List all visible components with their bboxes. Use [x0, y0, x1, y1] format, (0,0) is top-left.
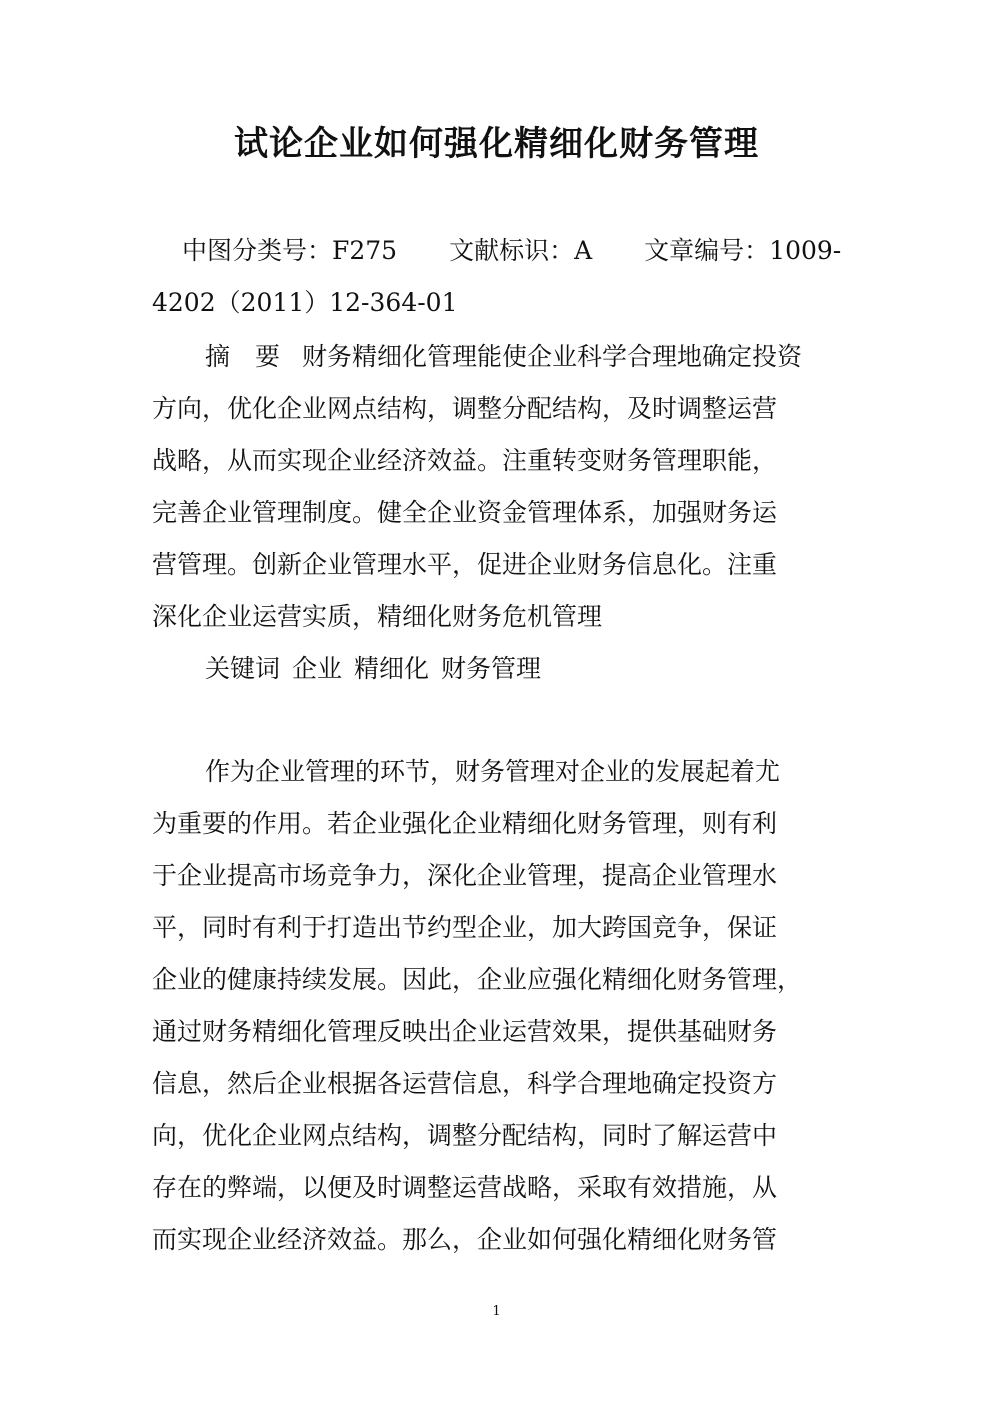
body-text-line: 向，优化企业网点结构，调整分配结构，同时了解运营中 [152, 1121, 778, 1150]
body-text-line: 为重要的作用。若企业强化企业精细化财务管理，则有利 [152, 809, 778, 838]
doc-code-label: 文献标识： [449, 236, 575, 265]
abstract-text: 营管理。创新企业管理水平，促进企业财务信息化。注重 [152, 550, 778, 579]
keywords-label: 关键词 [205, 654, 281, 683]
doc-code-value: A [574, 236, 593, 265]
article-meta-line [182, 231, 882, 271]
body-text-line: 信息，然后企业根据各运营信息，科学合理地确定投资方 [152, 1069, 778, 1098]
body-text-line: 通过财务精细化管理反映出企业运营效果，提供基础财务 [152, 1017, 778, 1046]
article-no-label: 文章编号： [644, 236, 770, 265]
keyword: 企业 [292, 654, 343, 683]
keyword: 精细化 [354, 654, 430, 683]
abstract-text: 完善企业管理制度。健全企业资金管理体系，加强财务运 [152, 498, 778, 527]
body-text-line: 存在的弊端，以便及时调整运营战略，采取有效措施，从 [152, 1173, 778, 1202]
body-text-line: 作为企业管理的环节，财务管理对企业的发展起着尤 [205, 757, 781, 786]
clc-value: F275 [332, 236, 398, 265]
keyword: 财务管理 [441, 654, 542, 683]
abstract-label: 摘 要 [205, 342, 281, 371]
article-no-value: 1009- [769, 236, 842, 265]
body-text-line: 而实现企业经济效益。那么，企业如何强化精细化财务管 [152, 1225, 778, 1254]
abstract-first-line [205, 337, 905, 377]
body-text-line: 平，同时有利于打造出节约型企业，加大跨国竞争，保证 [152, 913, 778, 942]
body-text-line: 企业的健康持续发展。因此，企业应强化精细化财务管理， [152, 965, 803, 994]
clc-label: 中图分类号： [182, 236, 333, 265]
keywords [205, 649, 905, 689]
abstract-text: 方向，优化企业网点结构，调整分配结构，及时调整运营 [152, 394, 778, 423]
body-text-line: 于企业提高市场竞争力，深化企业管理，提高企业管理水 [152, 861, 778, 890]
page-number: 1 [492, 1304, 501, 1319]
abstract-text: 财务精细化管理能使企业科学合理地确定投资 [302, 342, 803, 371]
abstract-text: 深化企业运营实质，精细化财务危机管理 [152, 602, 603, 631]
document-title: 试论企业如何强化精细化财务管理 [234, 124, 759, 164]
abstract-text: 战略，从而实现企业经济效益。注重转变财务管理职能， [152, 446, 778, 475]
article-no-continuation: 4202（2011）12-364-01 [152, 288, 458, 317]
